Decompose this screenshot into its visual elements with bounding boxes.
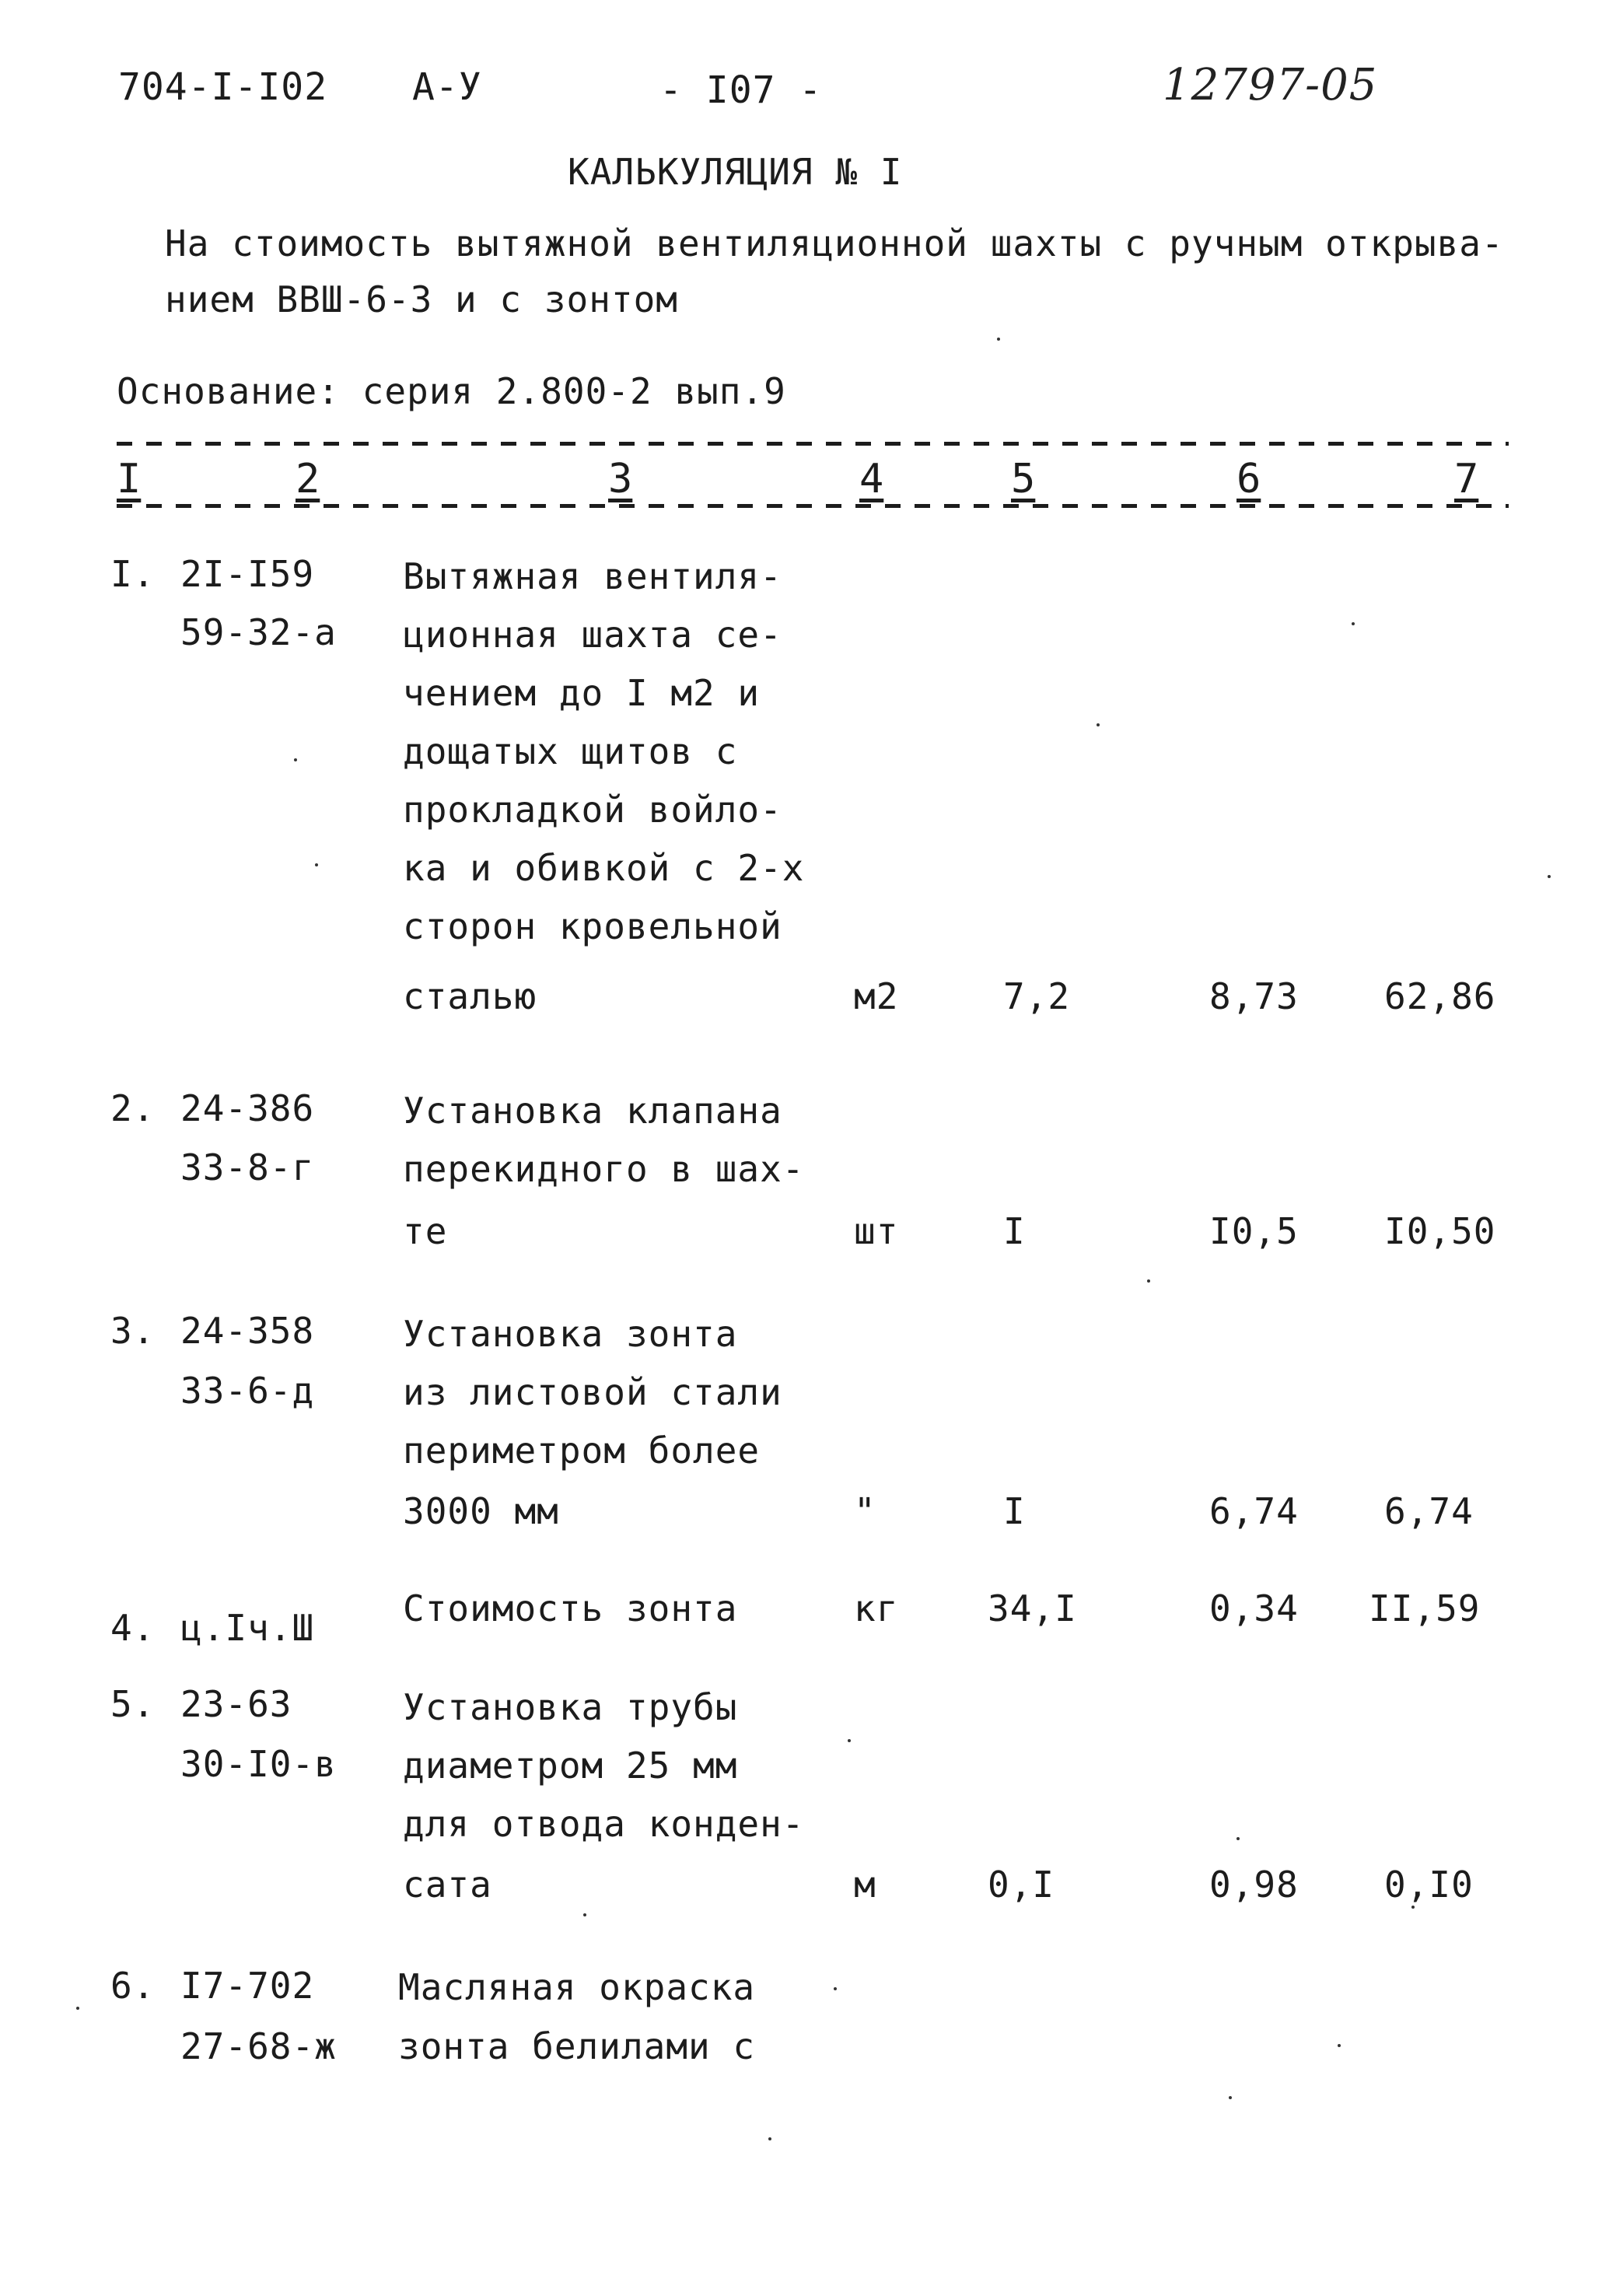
- row-desc-line: Установка зонта: [403, 1313, 738, 1355]
- row-number: 3.: [110, 1310, 156, 1352]
- subject-line-2: нием ВВШ-6-3 и с зонтом: [165, 278, 678, 320]
- handwritten-number: 12797-05: [1163, 60, 1378, 110]
- row-code-2: 59-32-а: [180, 611, 337, 653]
- row-code-2: 33-6-д: [180, 1370, 315, 1412]
- row-code-1: 24-358: [180, 1310, 315, 1352]
- row-number: 4.: [110, 1607, 156, 1649]
- column-number-6: 6: [1236, 456, 1261, 502]
- album-code: А-У: [412, 65, 482, 109]
- row-desc-line: для отвода конден-: [403, 1803, 805, 1845]
- scan-speck: [1352, 622, 1355, 625]
- row-unit: кг: [854, 1587, 899, 1629]
- column-number-7: 7: [1454, 456, 1479, 502]
- row-price: 0,34: [1209, 1587, 1299, 1629]
- row-code-1: ц.Iч.Ш: [180, 1607, 315, 1649]
- row-quantity: 0,I: [988, 1864, 1055, 1906]
- row-total: 6,74: [1384, 1490, 1474, 1532]
- scan-speck: [76, 2007, 79, 2010]
- row-quantity: I: [1003, 1490, 1026, 1532]
- column-number-4: 4: [859, 456, 884, 502]
- scan-speck: [834, 1987, 837, 1990]
- row-code-1: I7-702: [180, 1965, 315, 2007]
- scan-speck: [1548, 875, 1551, 878]
- scan-speck: [1097, 723, 1100, 726]
- basis-line: Основание: серия 2.800-2 вып.9: [117, 370, 786, 412]
- column-number-2: 2: [296, 456, 320, 502]
- calculation-heading: КАЛЬКУЛЯЦИЯ № I: [568, 151, 903, 193]
- row-desc-line: Вытяжная вентиля-: [403, 555, 782, 597]
- row-desc-line: перекидного в шах-: [403, 1148, 805, 1190]
- row-number: 5.: [110, 1683, 156, 1725]
- row-unit: м: [854, 1864, 876, 1906]
- scan-speck: [1229, 2096, 1232, 2099]
- row-quantity: I: [1003, 1210, 1026, 1252]
- scan-speck: [1338, 2044, 1341, 2047]
- row-desc-line: Установка трубы: [403, 1686, 738, 1728]
- row-price: 0,98: [1209, 1864, 1299, 1906]
- scan-speck: [997, 338, 1000, 341]
- scan-speck: [848, 1739, 851, 1742]
- row-desc-line: сата: [403, 1864, 492, 1906]
- row-code-2: 27-68-ж: [180, 2025, 337, 2067]
- row-number: 6.: [110, 1965, 156, 2007]
- row-desc-line: периметром более: [403, 1430, 761, 1472]
- row-unit: м2: [854, 975, 899, 1017]
- row-price: 6,74: [1209, 1490, 1299, 1532]
- row-desc-line: дощатых щитов с: [403, 730, 738, 772]
- row-total: I0,50: [1384, 1210, 1496, 1252]
- row-total: 62,86: [1384, 975, 1496, 1017]
- row-quantity: 7,2: [1003, 975, 1071, 1017]
- column-number-1: I: [117, 456, 142, 502]
- row-desc-line: Стоимость зонта: [403, 1587, 738, 1629]
- row-price: 8,73: [1209, 975, 1299, 1017]
- subject-line-1: На стоимость вытяжной вентиляционной шахты с ручным открыва-: [165, 222, 1504, 264]
- row-desc-line: прокладкой войло-: [403, 789, 782, 831]
- row-desc-line: диаметром 25 мм: [403, 1745, 738, 1787]
- row-total: 0,I0: [1384, 1864, 1474, 1906]
- scan-speck: [315, 863, 318, 866]
- row-code-1: 2I-I59: [180, 553, 315, 595]
- row-quantity: 34,I: [988, 1587, 1077, 1629]
- scan-speck: [1411, 1906, 1415, 1909]
- row-unit: ": [854, 1490, 876, 1532]
- column-number-3: 3: [608, 456, 633, 502]
- scan-speck: [583, 1913, 586, 1916]
- scan-speck: [294, 758, 297, 761]
- row-code-2: 33-8-г: [180, 1146, 315, 1188]
- page-number: - I07 -: [659, 68, 823, 112]
- row-total: II,59: [1369, 1587, 1481, 1629]
- row-desc-line: сторон кровельной: [403, 905, 782, 947]
- row-number: I.: [110, 553, 156, 595]
- scan-speck: [1147, 1279, 1150, 1283]
- scan-speck: [768, 2137, 771, 2140]
- row-desc-line: Масляная окраска: [398, 1966, 756, 2008]
- row-desc-line: ционная шахта се-: [403, 614, 782, 656]
- row-number: 2.: [110, 1087, 156, 1129]
- row-code-2: 30-I0-в: [180, 1743, 337, 1785]
- row-desc-line: из листовой стали: [403, 1371, 782, 1413]
- row-code-1: 24-386: [180, 1087, 315, 1129]
- project-code: 704-I-I02: [118, 65, 328, 109]
- row-price: I0,5: [1209, 1210, 1299, 1252]
- scan-speck: [1236, 1837, 1240, 1840]
- row-desc-line: ка и обивкой с 2-х: [403, 847, 805, 889]
- row-code-1: 23-63: [180, 1683, 292, 1725]
- column-dashed-rule: [117, 504, 1509, 508]
- row-unit: шт: [854, 1210, 899, 1252]
- row-desc-line: 3000 мм: [403, 1490, 559, 1532]
- row-desc-line: те: [403, 1210, 448, 1252]
- row-desc-line: зонта белилами с: [398, 2025, 756, 2067]
- top-dashed-rule: [117, 442, 1509, 446]
- row-desc-line: Установка клапана: [403, 1090, 782, 1132]
- column-number-5: 5: [1011, 456, 1036, 502]
- row-desc-line: сталью: [403, 975, 537, 1017]
- row-desc-line: чением до I м2 и: [403, 672, 761, 714]
